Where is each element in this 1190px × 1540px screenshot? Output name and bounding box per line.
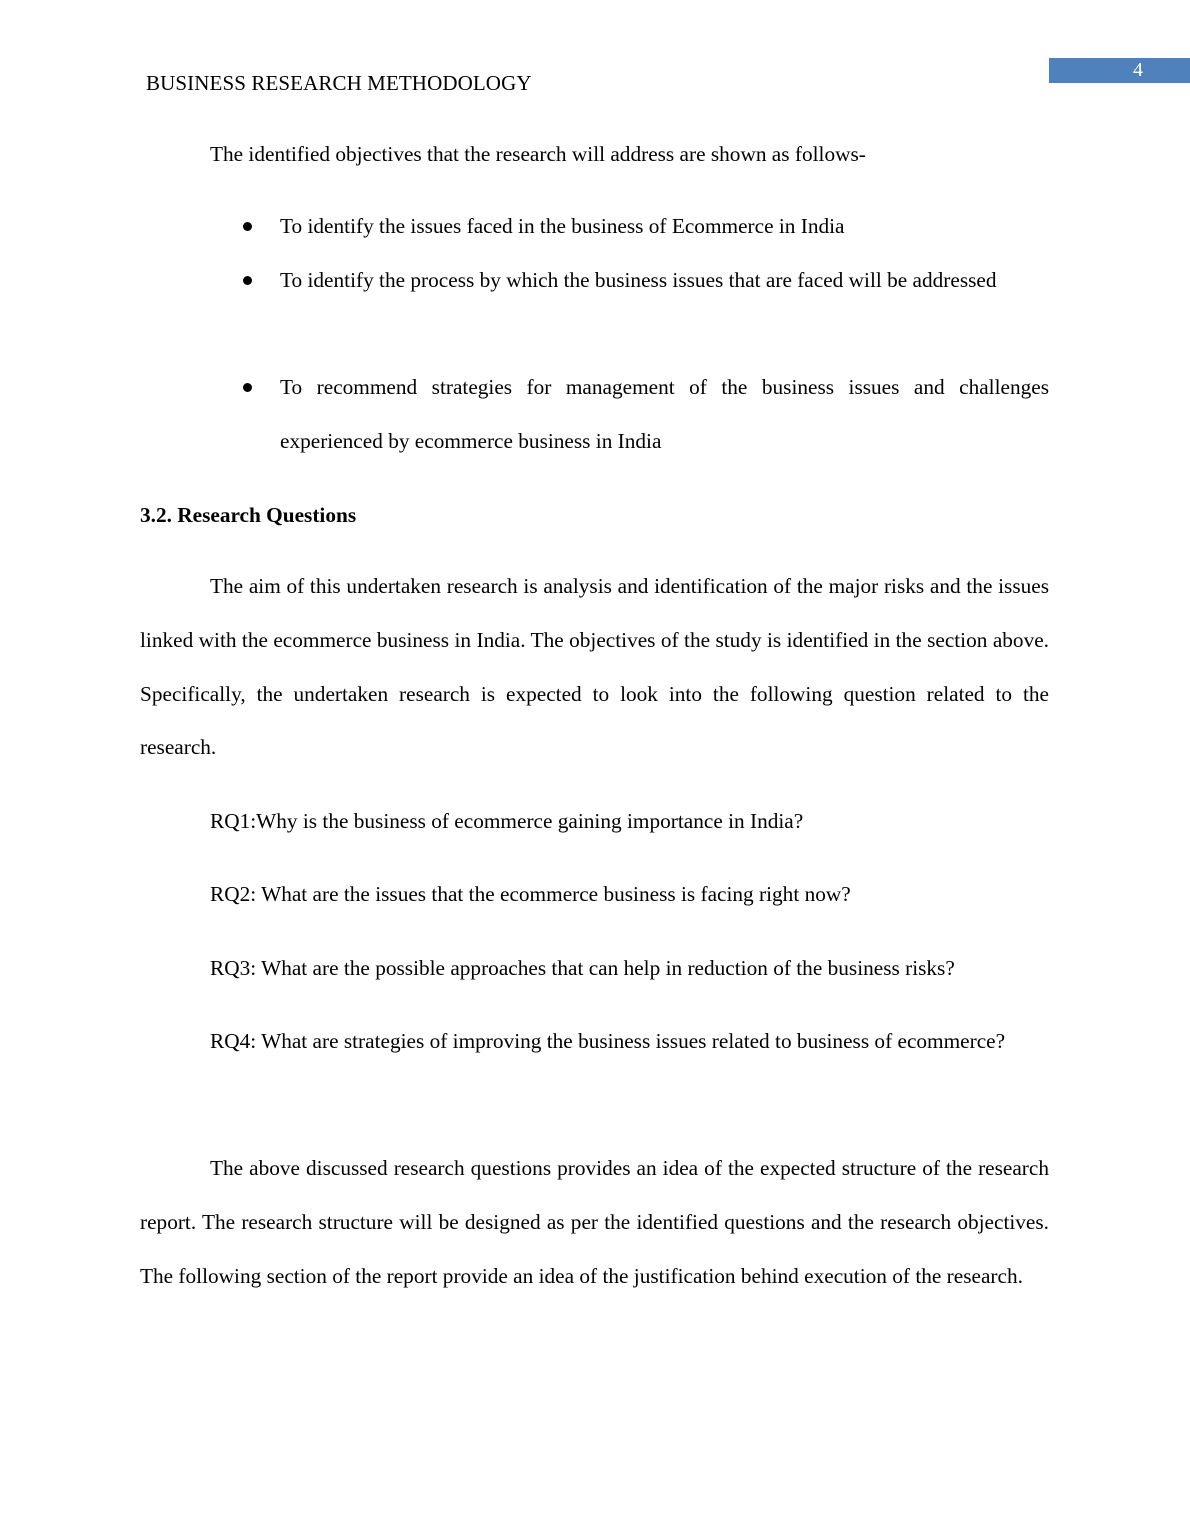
bullet-icon xyxy=(243,222,252,231)
page-number: 4 xyxy=(1133,59,1143,81)
list-item xyxy=(280,254,1049,308)
objective-text: To identify the issues faced in the business of Ecommerce in India xyxy=(280,214,845,238)
research-question: RQ4: What are strategies of improving the business issues related to business of ecommerce? xyxy=(210,1029,1006,1053)
research-question: RQ1:Why is the business of ecommerce gaining importance in India? xyxy=(210,809,804,833)
section-heading: 3.2. Research Questions xyxy=(140,503,357,527)
bullet-icon xyxy=(243,383,252,392)
bullet-icon xyxy=(243,276,252,285)
objective-text: To recommend strategies for management of the business issues and challenges experienced by ecommerce business in India xyxy=(280,375,1049,453)
list-item xyxy=(280,200,1049,254)
list-item xyxy=(280,361,1049,469)
page-number-box xyxy=(1049,58,1190,83)
body-paragraph: The aim of this undertaken research is analysis and identification of the major risks and the issues linked with the ecommerce business in India. The objectives of the study is identified in the section above. Specifically, the undertaken research is expected to look into the following question related to the research. xyxy=(140,574,1049,760)
body-paragraph: The above discussed research questions provides an idea of the expected structure of the research report. The research structure will be designed as per the identified questions and the research objectives. The following section of the report provide an idea of the justification behind execution of the research. xyxy=(140,1156,1049,1288)
objectives-intro: The identified objectives that the research will address are shown as follows- xyxy=(210,142,866,166)
running-header: BUSINESS RESEARCH METHODOLOGY xyxy=(146,71,532,95)
research-question: RQ3: What are the possible approaches that can help in reduction of the business risks? xyxy=(210,956,955,980)
research-question: RQ2: What are the issues that the ecommerce business is facing right now? xyxy=(210,882,851,906)
objective-text: To identify the process by which the business issues that are faced will be addressed xyxy=(280,268,997,292)
